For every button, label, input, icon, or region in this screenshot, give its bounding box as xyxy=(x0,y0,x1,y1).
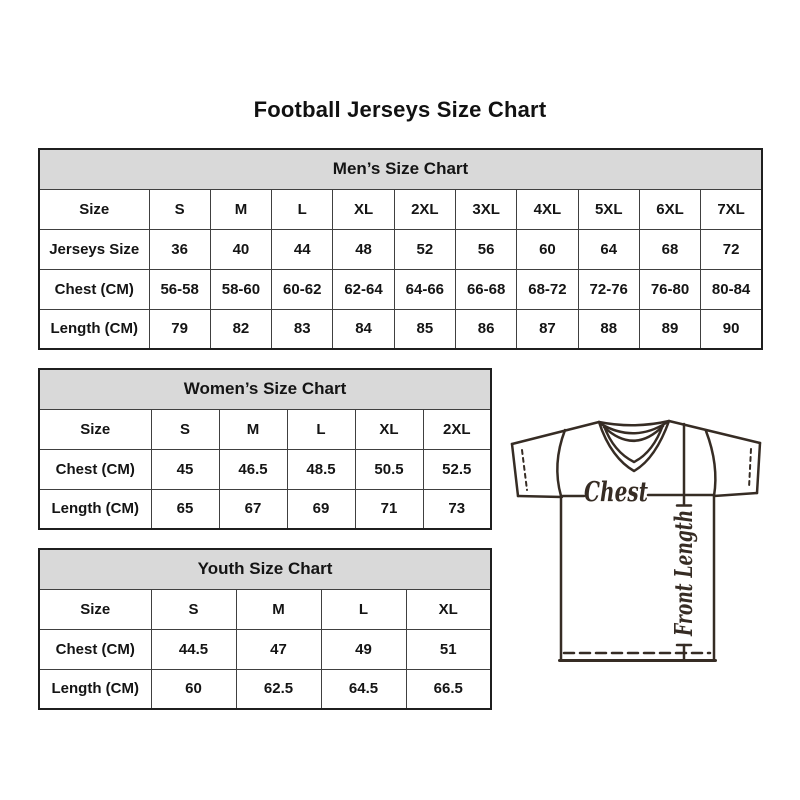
table-cell: 49 xyxy=(321,629,406,669)
table-cell: 48 xyxy=(333,229,394,269)
table-cell: 72-76 xyxy=(578,269,639,309)
table-cell: 76-80 xyxy=(639,269,700,309)
table-cell: 69 xyxy=(287,489,355,529)
column-header: L xyxy=(287,409,355,449)
table-cell: 85 xyxy=(394,309,455,349)
table-cell: 64-66 xyxy=(394,269,455,309)
table-cell: 67 xyxy=(219,489,287,529)
table-cell: 62-64 xyxy=(333,269,394,309)
table-cell: 83 xyxy=(272,309,333,349)
table-cell: 51 xyxy=(406,629,491,669)
jersey-right-armhole-seam xyxy=(706,431,715,496)
table-cell: 60 xyxy=(517,229,578,269)
column-header: S xyxy=(151,409,219,449)
table-cell: 65 xyxy=(151,489,219,529)
table-cell: 62.5 xyxy=(236,669,321,709)
table-cell: 47 xyxy=(236,629,321,669)
corner-header: Size xyxy=(39,589,151,629)
table-cell: 68 xyxy=(639,229,700,269)
jersey-collar-top-edge xyxy=(599,421,669,425)
column-header: L xyxy=(321,589,406,629)
table-cell: 79 xyxy=(149,309,210,349)
jersey-right-sleeve-bottom xyxy=(714,493,757,496)
table-cell: 87 xyxy=(517,309,578,349)
jersey-right-shoulder xyxy=(669,421,760,443)
jersey-left-cuff-dashed-line xyxy=(522,450,527,490)
row-header: Length (CM) xyxy=(39,669,151,709)
table-cell: 45 xyxy=(151,449,219,489)
column-header: 5XL xyxy=(578,189,639,229)
row-header: Chest (CM) xyxy=(39,269,149,309)
table-cell: 82 xyxy=(210,309,271,349)
table-cell: 71 xyxy=(355,489,423,529)
column-header: M xyxy=(219,409,287,449)
row-header: Chest (CM) xyxy=(39,449,151,489)
column-header: S xyxy=(151,589,236,629)
row-header: Jerseys Size xyxy=(39,229,149,269)
jersey-right-cuff-dashed-line xyxy=(749,449,751,488)
row-header: Length (CM) xyxy=(39,309,149,349)
table-cell: 56-58 xyxy=(149,269,210,309)
table-cell: 46.5 xyxy=(219,449,287,489)
page-title: Football Jerseys Size Chart xyxy=(253,97,547,122)
column-header: XL xyxy=(406,589,491,629)
table-cell: 58-60 xyxy=(210,269,271,309)
chest-label: Chest xyxy=(584,477,649,508)
column-header: 4XL xyxy=(517,189,578,229)
table-title: Men’s Size Chart xyxy=(39,149,762,189)
jersey-left-shoulder xyxy=(512,422,599,444)
table-cell: 66.5 xyxy=(406,669,491,709)
table-cell: 44 xyxy=(272,229,333,269)
table-cell: 89 xyxy=(639,309,700,349)
column-header: 7XL xyxy=(701,189,762,229)
table-cell: 80-84 xyxy=(701,269,762,309)
corner-header: Size xyxy=(39,189,149,229)
corner-header: Size xyxy=(39,409,151,449)
column-header: L xyxy=(272,189,333,229)
table-cell: 90 xyxy=(701,309,762,349)
column-header: XL xyxy=(355,409,423,449)
table-cell: 40 xyxy=(210,229,271,269)
column-header: 6XL xyxy=(639,189,700,229)
column-header: 2XL xyxy=(394,189,455,229)
table-cell: 88 xyxy=(578,309,639,349)
jersey-right-sleeve-outer xyxy=(757,443,760,493)
table-cell: 60 xyxy=(151,669,236,709)
row-header: Chest (CM) xyxy=(39,629,151,669)
table-title: Youth Size Chart xyxy=(39,549,491,589)
table-cell: 52 xyxy=(394,229,455,269)
table-cell: 66-68 xyxy=(455,269,516,309)
column-header: XL xyxy=(333,189,394,229)
table-cell: 44.5 xyxy=(151,629,236,669)
table-cell: 60-62 xyxy=(272,269,333,309)
column-header: M xyxy=(210,189,271,229)
column-header: M xyxy=(236,589,321,629)
table-cell: 48.5 xyxy=(287,449,355,489)
table-title: Women’s Size Chart xyxy=(39,369,491,409)
table-cell: 68-72 xyxy=(517,269,578,309)
column-header: 3XL xyxy=(455,189,516,229)
table-cell: 52.5 xyxy=(423,449,491,489)
front-length-label: Front Length xyxy=(669,458,698,636)
table-cell: 84 xyxy=(333,309,394,349)
table-cell: 86 xyxy=(455,309,516,349)
column-header: S xyxy=(149,189,210,229)
table-cell: 64.5 xyxy=(321,669,406,709)
row-header: Length (CM) xyxy=(39,489,151,529)
table-cell: 36 xyxy=(149,229,210,269)
jersey-left-sleeve-bottom xyxy=(518,496,562,497)
table-cell: 73 xyxy=(423,489,491,529)
table-cell: 56 xyxy=(455,229,516,269)
table-cell: 50.5 xyxy=(355,449,423,489)
jersey-left-sleeve-outer xyxy=(512,444,518,496)
jersey-left-armhole-seam xyxy=(557,430,565,496)
table-cell: 72 xyxy=(701,229,762,269)
table-cell: 64 xyxy=(578,229,639,269)
column-header: 2XL xyxy=(423,409,491,449)
